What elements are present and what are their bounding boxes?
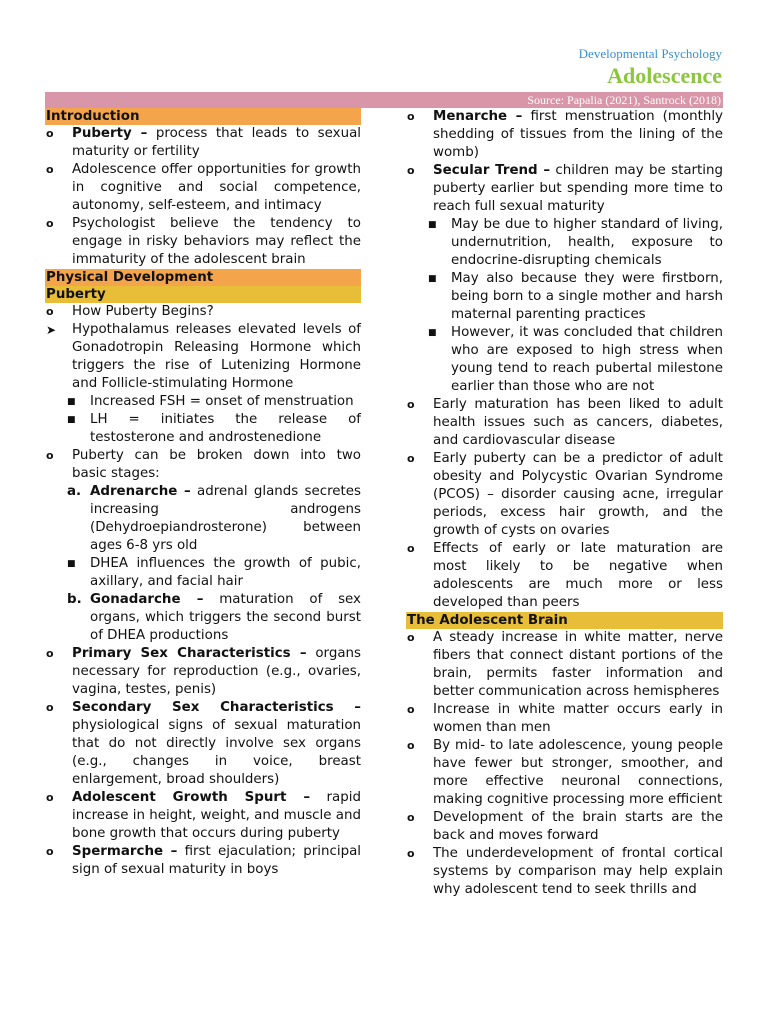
bullet-o-icon: o xyxy=(46,217,54,230)
bullet-o-icon: o xyxy=(407,164,415,177)
heading-introduction: Introduction xyxy=(45,108,361,125)
list-item: b. Gonadarche – maturation of sex organs, which triggers the second burst of DHEA productions xyxy=(67,592,361,643)
source-bar xyxy=(45,92,723,108)
list-letter: b. xyxy=(67,592,82,607)
square-bullet-icon: ■ xyxy=(67,559,76,569)
list-item: o Early maturation has been liked to adult health issues such as cancers, diabetes, and cardiovascular disease xyxy=(407,397,723,448)
intro-list xyxy=(45,125,361,269)
list-item: ■ Increased FSH = onset of menstruation xyxy=(67,394,354,409)
source-text: Source: Papalia (2021), Santrock (2018) xyxy=(527,93,721,107)
list-item: o Effects of early or late maturation are most likely to be negative when adolescents are much more or less developed than peers xyxy=(407,541,723,610)
bullet-o-icon: o xyxy=(407,398,415,411)
list-item: o Puberty – process that leads to sexual maturity or fertility xyxy=(46,126,361,159)
list-item: o By mid- to late adolescence, young people have fewer but stronger, smoother, and more effective neuronal connections, making cognitive processing more efficient xyxy=(407,738,723,807)
document-title: Adolescence xyxy=(607,63,722,88)
list-item: o Increase in white matter occurs early in women than men xyxy=(407,702,723,735)
puberty-list xyxy=(45,303,361,879)
bullet-o-icon: o xyxy=(407,847,415,860)
list-item: o Secondary Sex Characteristics – physiological signs of sexual maturation that do not directly involve sex organs (e.g., changes in voice, breast enlargement, broad shoulders) xyxy=(46,700,361,787)
brain-list xyxy=(406,629,723,899)
bullet-o-icon: o xyxy=(46,127,54,140)
bullet-o-icon: o xyxy=(46,449,54,462)
list-item: o A steady increase in white matter, nerve fibers that connect distant portions of the brain, permits faster information and better communication across hemispheres xyxy=(407,630,723,699)
bullet-o-icon: o xyxy=(407,452,415,465)
bullet-o-icon: o xyxy=(407,110,415,123)
square-bullet-icon: ■ xyxy=(428,220,437,230)
list-letter: a. xyxy=(67,484,82,499)
bullet-o-icon: o xyxy=(46,647,54,660)
bullet-o-icon: o xyxy=(46,305,54,318)
list-item: o Menarche – first menstruation (monthly shedding of tissues from the lining of the womb) xyxy=(407,109,723,160)
square-bullet-icon: ■ xyxy=(67,397,76,407)
square-bullet-icon: ■ xyxy=(428,328,437,338)
left-column xyxy=(45,108,361,879)
list-item: a. Adrenarche – adrenal glands secretes increasing androgens (Dehydroepiandrosterone) between ages 6-8 yrs old xyxy=(67,484,361,553)
bullet-o-icon: o xyxy=(407,631,415,644)
document-subtitle: Developmental Psychology xyxy=(578,46,722,61)
arrow-bullet-icon: ➤ xyxy=(46,323,57,337)
list-item: o Adolescence offer opportunities for growth in cognitive and social competence, autonomy, self-esteem, and intimacy xyxy=(46,162,361,213)
bullet-o-icon: o xyxy=(407,811,415,824)
heading-adolescent-brain: The Adolescent Brain xyxy=(406,612,723,629)
list-item: o Puberty can be broken down into two basic stages: xyxy=(46,448,361,481)
list-item: ■ DHEA influences the growth of pubic, axillary, and facial hair xyxy=(67,556,361,589)
list-item: o Spermarche – first ejaculation; principal sign of sexual maturity in boys xyxy=(46,844,361,877)
list-item: o Secular Trend – children may be starting puberty earlier but spending more time to reach full sexual maturity xyxy=(407,163,723,214)
list-item: ■ However, it was concluded that children who are exposed to high stress when young tend to reach pubertal milestone earlier than those who are not xyxy=(428,325,723,394)
square-bullet-icon: ■ xyxy=(67,415,76,425)
bullet-o-icon: o xyxy=(46,791,54,804)
bullet-o-icon: o xyxy=(407,542,415,555)
right-column xyxy=(406,108,723,899)
list-item: o Early puberty can be a predictor of adult obesity and Polycystic Ovarian Syndrome (PCOS) – disorder causing acne, irregular periods, excess hair growth, and the growth of cysts on ovaries xyxy=(407,451,723,538)
list-item: o Development of the brain starts are the back and moves forward xyxy=(407,810,723,843)
heading-physical-development: Physical Development xyxy=(45,269,361,286)
list-item: o Primary Sex Characteristics – organs necessary for reproduction (e.g., ovaries, vagina, testes, penis) xyxy=(46,646,361,697)
maturation-list xyxy=(406,108,723,612)
heading-puberty: Puberty xyxy=(45,286,361,303)
list-item: ■ May be due to higher standard of living, undernutrition, health, exposure to endocrine-disrupting chemicals xyxy=(428,217,723,268)
bullet-o-icon: o xyxy=(407,739,415,752)
list-item: o The underdevelopment of frontal cortical systems by comparison may help explain why adolescent tend to seek thrills and xyxy=(407,846,723,897)
square-bullet-icon: ■ xyxy=(428,274,437,284)
bullet-o-icon: o xyxy=(407,703,415,716)
list-item: o How Puberty Begins? xyxy=(46,304,214,319)
bullet-o-icon: o xyxy=(46,163,54,176)
list-item: o Psychologist believe the tendency to engage in risky behaviors may reflect the immaturity of the adolescent brain xyxy=(46,216,361,267)
list-item: ➤ Hypothalamus releases elevated levels of Gonadotropin Releasing Hormone which triggers the rise of Lutenizing Hormone and Follicle-stimulating Hormone xyxy=(46,322,361,391)
list-item: ■ LH = initiates the release of testosterone and androstenedione xyxy=(67,412,361,445)
bullet-o-icon: o xyxy=(46,701,54,714)
bullet-o-icon: o xyxy=(46,845,54,858)
list-item: ■ May also because they were firstborn, being born to a single mother and harsh maternal parenting practices xyxy=(428,271,723,322)
list-item: o Adolescent Growth Spurt – rapid increase in height, weight, and muscle and bone growth that occurs during puberty xyxy=(46,790,361,841)
